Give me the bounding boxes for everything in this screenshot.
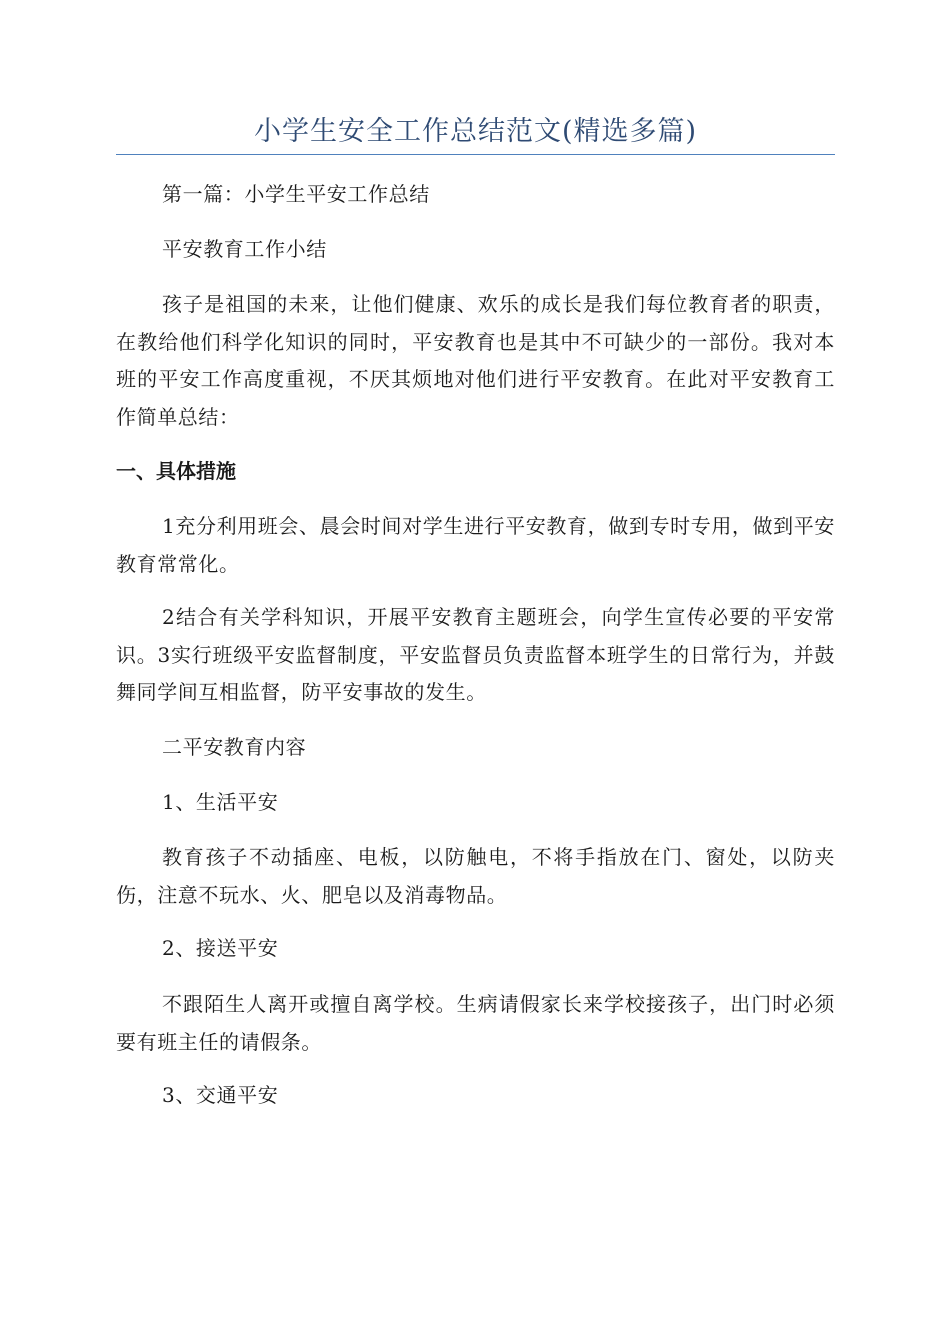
paragraph: 不跟陌生人离开或擅自离学校。生病请假家长来学校接孩子，出门时必须要有班主任的请假条。 [116, 992, 835, 1054]
paragraph: 平安教育工作小结 [162, 237, 327, 261]
title-underline [116, 154, 835, 155]
document-title: 小学生安全工作总结范文(精选多篇) [253, 116, 698, 147]
paragraph: 第一篇：小学生平安工作总结 [162, 182, 430, 206]
paragraph: 孩子是祖国的未来，让他们健康、欢乐的成长是我们每位教育者的职责，在教给他们科学化知识的同时，平安教育也是其中不可缺少的一部份。我对本班的平安工作高度重视，不厌其烦地对他们进行平安教育。在此对平安教育工作简单总结： [116, 292, 835, 429]
paragraph: 1充分利用班会、晨会时间对学生进行平安教育，做到专时专用，做到平安教育常常化。 [116, 514, 835, 576]
document-page [116, 0, 835, 1344]
paragraph: 2结合有关学科知识，开展平安教育主题班会，向学生宣传必要的平安常识。3实行班级平安监督制度，平安监督员负责监督本班学生的日常行为，并鼓舞同学间互相监督，防平安事故的发生。 [116, 605, 835, 704]
section-heading: 一、具体措施 [116, 459, 236, 483]
subsection-heading: 1、生活平安 [162, 790, 279, 814]
paragraph: 教育孩子不动插座、电板，以防触电，不将手指放在门、窗处，以防夹伤，注意不玩水、火、肥皂以及消毒物品。 [116, 845, 835, 907]
subsection-heading: 2、接送平安 [162, 936, 279, 960]
section-heading: 二平安教育内容 [162, 735, 307, 759]
subsection-heading: 3、交通平安 [162, 1083, 279, 1107]
